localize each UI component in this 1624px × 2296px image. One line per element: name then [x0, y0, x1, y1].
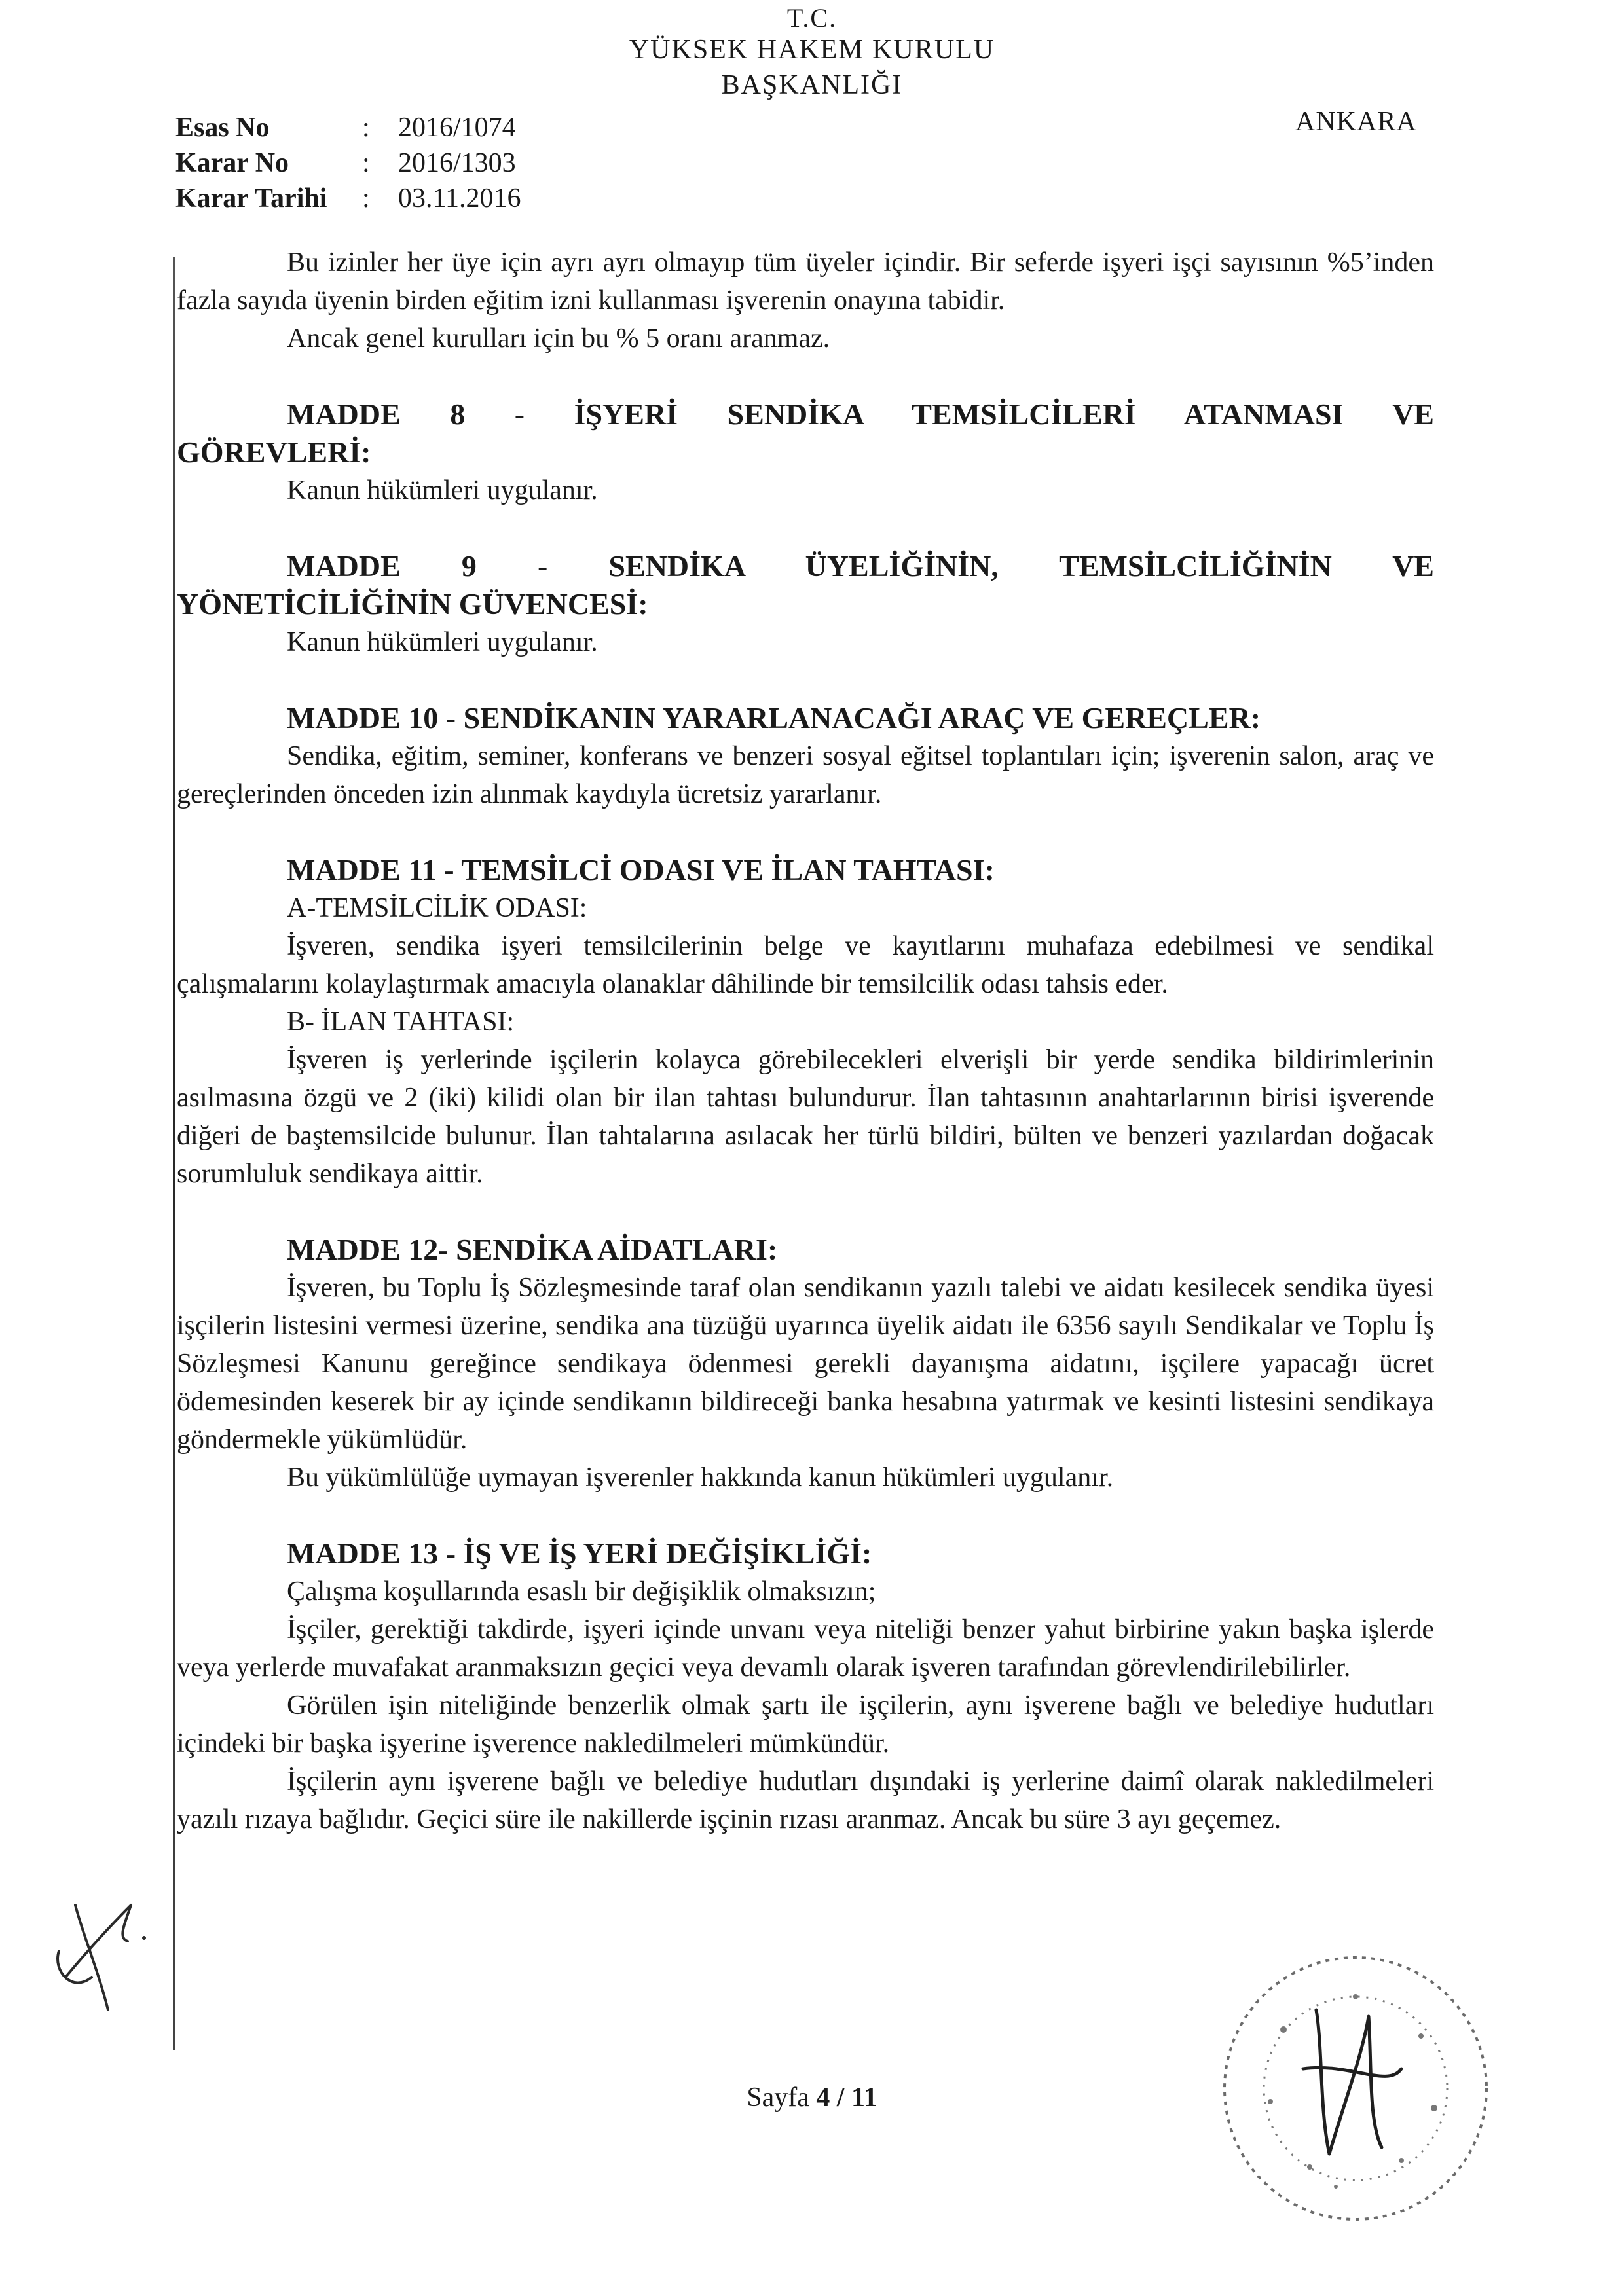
- article-11-section-b-title: B- İLAN TAHTASI:: [287, 1007, 515, 1037]
- city-label: ANKARA: [1295, 107, 1417, 137]
- article-13-paragraph-3: Görülen işin niteliğinde benzerlik olmak şartı ile işçilerin, aynı işverene bağlı ve belediye hudutları içindeki bir başka işyerine işverence nakledilmeleri mümkündür.: [177, 1690, 1434, 1758]
- article-11-heading: MADDE 11 - TEMSİLCİ ODASI VE İLAN TAHTASI:: [287, 853, 995, 886]
- decision-number-label: Karar No: [175, 148, 289, 178]
- decision-number-value: 2016/1303: [398, 148, 516, 178]
- document-body: [177, 244, 1434, 1838]
- article-11-section-b-text: İşveren iş yerlerinde işçilerin kolayca görebilecekleri elverişli bir yerde sendika bildirimlerinin asılmasına özgü ve 2 (iki) kilidi olan bir ilan tahtası bulundurur. İlan tahtasının anahtarlarının birisi işverende diğeri de baştemsilcide bulunur. İlan tahtalarına asılacak her türlü bildiri, bülten ve benzeri yazılardan doğacak sorumluluk sendikaya aittir.: [177, 1045, 1434, 1189]
- article-11-section-a-text: İşveren, sendika işyeri temsilcilerinin belge ve kayıtlarını muhafaza edebilmesi ve sendikal çalışmalarını kolaylaştırmak amacıyla olanaklar dâhilinde bir temsilcilik odası tahsis eder.: [177, 931, 1434, 999]
- article-9-heading-cont: YÖNETİCİLİĞİNİN GÜVENCESİ:: [177, 587, 648, 621]
- handwritten-initial-icon: [46, 1879, 157, 2023]
- left-margin-line: [173, 257, 175, 2050]
- article-13-paragraph-4: İşçilerin aynı işverene bağlı ve belediye hudutları dışındaki iş yerlerine daimî olarak nakledilmeleri yazılı rızaya bağlıdır. Geçici süre ile nakillerde işçinin rızası aranmaz. Ancak bu süre 3 ayı geçemez.: [177, 1766, 1434, 1834]
- article-12-text: İşveren, bu Toplu İş Sözleşmesinde taraf olan sendikanın yazılı talebi ve aidatı kesilecek sendika üyesi işçilerin listesini vermesi üzerine, sendika ana tüzüğü uyarınca üyelik aidatı ile 6356 sayılı Sendikalar ve Toplu İş Sözleşmesi Kanunu gereğince sendikaya ödenmesi gerekli dayanışma aidatını, işçilere yapacağı ücret ödemesinden keserek bir ay içinde sendikanın bildireceği banka hesabına yatırmak ve kesinti listesini sendikaya göndermekle yükümlüdür.: [177, 1273, 1434, 1455]
- case-number-value: 2016/1074: [398, 113, 516, 143]
- article-13-paragraph-1: Çalışma koşullarında esaslı bir değişiklik olmaksızın;: [287, 1576, 876, 1607]
- official-seal-icon: [1205, 1938, 1506, 2239]
- article-8-heading-cont: GÖREVLERİ:: [177, 435, 371, 469]
- decision-date-row: Karar Tarihi : 03.11.2016: [175, 181, 521, 216]
- page-number: 4 / 11: [816, 2083, 877, 2113]
- paragraph: Bu izinler her üye için ayrı ayrı olmayıp tüm üyeler içindir. Bir seferde işyeri işçi sayısının %5’inden fazla sayıda üyenin birden eğitim izni kullanması işverenin onayına tabidir.: [177, 247, 1434, 316]
- article-13-heading: MADDE 13 - İŞ VE İŞ YERİ DEĞİŞİKLİĞİ:: [287, 1537, 872, 1570]
- case-number-row: Esas No : 2016/1074: [175, 110, 521, 145]
- article-12-heading: MADDE 12- SENDİKA AİDATLARI:: [287, 1233, 778, 1266]
- article-10-text: Sendika, eğitim, seminer, konferans ve benzeri sosyal eğitsel toplantıları için; işverenin salon, araç ve gereçlerinden önceden izin alınmak kaydıyla ücretsiz yararlanır.: [177, 741, 1434, 809]
- article-13-paragraph-2: İşçiler, gerektiği takdirde, işyeri içinde unvanı veya niteliği benzer yahut birbirine yakın başka işlerde veya yerlerde muvafakat aranmaksızın geçici veya devamlı olarak işveren tarafından görevlendirilebilirler.: [177, 1614, 1434, 1683]
- decision-date-label: Karar Tarihi: [175, 183, 327, 213]
- article-12-text-2: Bu yükümlülüğe uymayan işverenler hakkında kanun hükümleri uygulanır.: [287, 1463, 1114, 1493]
- article-8-text: Kanun hükümleri uygulanır.: [287, 475, 598, 505]
- decision-date-value: 03.11.2016: [398, 183, 521, 213]
- article-9-heading: MADDE 9 - SENDİKA ÜYELİĞİNİN, TEMSİLCİLİĞİNİN VE: [287, 549, 1434, 583]
- institution-name: YÜKSEK HAKEM KURULU: [629, 35, 995, 65]
- article-8-heading: MADDE 8 - İŞYERİ SENDİKA TEMSİLCİLERİ ATANMASI VE: [287, 397, 1434, 431]
- header-country-label: T.C.: [786, 3, 838, 33]
- article-10-heading: MADDE 10 - SENDİKANIN YARARLANACAĞI ARAÇ VE GEREÇLER:: [287, 701, 1261, 735]
- decision-number-row: Karar No : 2016/1303: [175, 145, 521, 181]
- article-11-section-a-title: A-TEMSİLCİLİK ODASI:: [287, 893, 587, 923]
- case-metadata: [175, 110, 521, 216]
- page-label: Sayfa: [747, 2083, 809, 2113]
- case-number-label: Esas No: [175, 113, 270, 143]
- institution-office: BAŞKANLIĞI: [721, 70, 903, 100]
- paragraph: Ancak genel kurulları için bu % 5 oranı aranmaz.: [287, 323, 830, 354]
- article-9-text: Kanun hükümleri uygulanır.: [287, 627, 598, 657]
